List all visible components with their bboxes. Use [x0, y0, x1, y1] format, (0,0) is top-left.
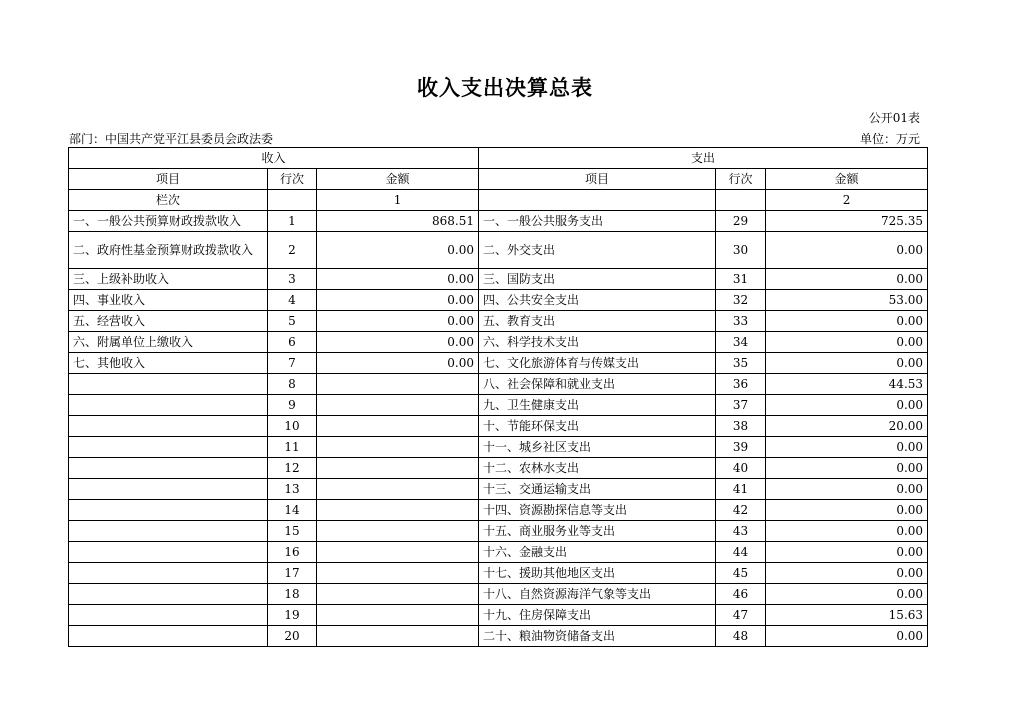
income-item-cell [69, 584, 268, 605]
income-amount-cell [317, 395, 479, 416]
expense-item-cell: 九、卫生健康支出 [479, 395, 716, 416]
income-row-no-cell: 2 [268, 232, 317, 269]
income-amount-cell [317, 416, 479, 437]
expense-amount-cell: 0.00 [766, 500, 928, 521]
table-row [69, 353, 928, 374]
table-row [69, 395, 928, 416]
expense-amount-cell: 0.00 [766, 437, 928, 458]
table-row [69, 374, 928, 395]
budget-summary-table [68, 147, 928, 647]
expense-item-cell: 十六、金融支出 [479, 542, 716, 563]
expense-item-cell: 八、社会保障和就业支出 [479, 374, 716, 395]
income-item-cell [69, 626, 268, 647]
expense-item-cell: 十七、援助其他地区支出 [479, 563, 716, 584]
expense-amount-cell: 0.00 [766, 311, 928, 332]
column-index-row [69, 190, 928, 211]
income-amount-cell [317, 584, 479, 605]
income-item-header: 项目 [69, 169, 268, 190]
income-row-no-cell: 15 [268, 521, 317, 542]
expense-amount-cell: 0.00 [766, 332, 928, 353]
expense-amount-cell: 44.53 [766, 374, 928, 395]
expense-amount-cell: 20.00 [766, 416, 928, 437]
income-item-cell: 四、事业收入 [69, 290, 268, 311]
expense-item-cell: 十五、商业服务业等支出 [479, 521, 716, 542]
income-amount-cell: 0.00 [317, 311, 479, 332]
income-item-cell [69, 605, 268, 626]
expense-item-cell: 二、外交支出 [479, 232, 716, 269]
income-amount-cell [317, 437, 479, 458]
page-title: 收入支出决算总表 [417, 75, 593, 100]
table-row [69, 232, 928, 269]
income-amount-cell: 0.00 [317, 232, 479, 269]
expense-amount-cell: 0.00 [766, 542, 928, 563]
income-row-no-cell: 14 [268, 500, 317, 521]
column-index-label: 栏次 [69, 190, 268, 211]
table-row [69, 269, 928, 290]
expense-item-cell: 十一、城乡社区支出 [479, 437, 716, 458]
income-amount-cell: 0.00 [317, 290, 479, 311]
income-amount-cell [317, 563, 479, 584]
expense-item-cell: 七、文化旅游体育与传媒支出 [479, 353, 716, 374]
expense-amount-cell: 0.00 [766, 521, 928, 542]
income-row-no-cell: 10 [268, 416, 317, 437]
income-item-cell: 二、政府性基金预算财政拨款收入 [69, 232, 268, 269]
income-item-cell: 六、附属单位上缴收入 [69, 332, 268, 353]
expense-item-cell: 十四、资源勘探信息等支出 [479, 500, 716, 521]
expense-amount-cell: 0.00 [766, 269, 928, 290]
income-item-cell [69, 500, 268, 521]
expense-item-header: 项目 [479, 169, 716, 190]
income-row-no-cell: 3 [268, 269, 317, 290]
income-amount-cell [317, 626, 479, 647]
income-amount-header: 金额 [317, 169, 479, 190]
income-row-no-cell: 8 [268, 374, 317, 395]
expense-section-header: 支出 [479, 148, 928, 169]
expense-item-cell: 十三、交通运输支出 [479, 479, 716, 500]
form-number: 公开01表 [868, 111, 920, 125]
expense-amount-cell: 0.00 [766, 353, 928, 374]
expense-row-no-cell: 37 [716, 395, 766, 416]
expense-row-no-cell: 31 [716, 269, 766, 290]
expense-column-index: 2 [766, 190, 928, 211]
income-item-cell [69, 437, 268, 458]
table-row [69, 626, 928, 647]
table-row [69, 563, 928, 584]
table-row [69, 479, 928, 500]
income-row-no-cell: 1 [268, 211, 317, 232]
income-row-no-cell: 16 [268, 542, 317, 563]
expense-row-no-cell: 35 [716, 353, 766, 374]
income-row-no-cell: 4 [268, 290, 317, 311]
income-item-cell [69, 416, 268, 437]
income-section-header: 收入 [69, 148, 479, 169]
column-index-empty [716, 190, 766, 211]
income-item-cell: 五、经营收入 [69, 311, 268, 332]
expense-item-cell: 一、一般公共服务支出 [479, 211, 716, 232]
table-row [69, 437, 928, 458]
income-item-cell [69, 374, 268, 395]
table-row [69, 416, 928, 437]
expense-row-no-cell: 36 [716, 374, 766, 395]
expense-row-no-cell: 30 [716, 232, 766, 269]
expense-item-cell: 十九、住房保障支出 [479, 605, 716, 626]
table-row [69, 500, 928, 521]
income-item-cell: 七、其他收入 [69, 353, 268, 374]
expense-item-cell: 十二、农林水支出 [479, 458, 716, 479]
column-header-row [69, 169, 928, 190]
income-amount-cell [317, 479, 479, 500]
income-item-cell [69, 542, 268, 563]
expense-row-no-cell: 47 [716, 605, 766, 626]
income-row-no-cell: 19 [268, 605, 317, 626]
expense-item-cell: 五、教育支出 [479, 311, 716, 332]
expense-amount-cell: 0.00 [766, 479, 928, 500]
expense-row-no-cell: 48 [716, 626, 766, 647]
column-index-empty [268, 190, 317, 211]
expense-row-no-cell: 40 [716, 458, 766, 479]
expense-item-cell: 四、公共安全支出 [479, 290, 716, 311]
table-row [69, 290, 928, 311]
income-amount-cell [317, 500, 479, 521]
expense-amount-header: 金额 [766, 169, 928, 190]
income-amount-cell: 0.00 [317, 269, 479, 290]
expense-row-no-header: 行次 [716, 169, 766, 190]
expense-row-no-cell: 43 [716, 521, 766, 542]
income-item-cell [69, 479, 268, 500]
table-row [69, 211, 928, 232]
table-row [69, 311, 928, 332]
expense-row-no-cell: 39 [716, 437, 766, 458]
income-row-no-cell: 6 [268, 332, 317, 353]
table-row [69, 332, 928, 353]
income-item-cell [69, 563, 268, 584]
income-amount-cell [317, 521, 479, 542]
income-amount-cell: 0.00 [317, 332, 479, 353]
table-row [69, 458, 928, 479]
expense-amount-cell: 0.00 [766, 584, 928, 605]
expense-row-no-cell: 38 [716, 416, 766, 437]
expense-row-no-cell: 33 [716, 311, 766, 332]
income-row-no-cell: 17 [268, 563, 317, 584]
income-row-no-cell: 18 [268, 584, 317, 605]
section-header-row [69, 148, 928, 169]
income-row-no-cell: 12 [268, 458, 317, 479]
income-amount-cell [317, 458, 479, 479]
expense-item-cell: 六、科学技术支出 [479, 332, 716, 353]
expense-item-cell: 三、国防支出 [479, 269, 716, 290]
expense-row-no-cell: 46 [716, 584, 766, 605]
income-row-no-cell: 13 [268, 479, 317, 500]
expense-row-no-cell: 34 [716, 332, 766, 353]
income-row-no-header: 行次 [268, 169, 317, 190]
expense-row-no-cell: 32 [716, 290, 766, 311]
expense-row-no-cell: 45 [716, 563, 766, 584]
expense-item-cell: 十、节能环保支出 [479, 416, 716, 437]
expense-item-cell: 二十、粮油物资储备支出 [479, 626, 716, 647]
expense-amount-cell: 15.63 [766, 605, 928, 626]
column-index-empty [479, 190, 716, 211]
income-amount-cell [317, 374, 479, 395]
income-item-cell [69, 458, 268, 479]
income-row-no-cell: 9 [268, 395, 317, 416]
expense-row-no-cell: 41 [716, 479, 766, 500]
income-row-no-cell: 7 [268, 353, 317, 374]
expense-amount-cell: 53.00 [766, 290, 928, 311]
table-row [69, 605, 928, 626]
income-amount-cell [317, 605, 479, 626]
expense-item-cell: 十八、自然资源海洋气象等支出 [479, 584, 716, 605]
expense-amount-cell: 0.00 [766, 232, 928, 269]
income-row-no-cell: 5 [268, 311, 317, 332]
expense-amount-cell: 0.00 [766, 626, 928, 647]
income-item-cell: 一、一般公共预算财政拨款收入 [69, 211, 268, 232]
expense-row-no-cell: 44 [716, 542, 766, 563]
expense-amount-cell: 0.00 [766, 458, 928, 479]
income-item-cell: 三、上级补助收入 [69, 269, 268, 290]
income-row-no-cell: 11 [268, 437, 317, 458]
table-row [69, 584, 928, 605]
table-row [69, 542, 928, 563]
expense-row-no-cell: 42 [716, 500, 766, 521]
income-column-index: 1 [317, 190, 479, 211]
expense-amount-cell: 725.35 [766, 211, 928, 232]
income-item-cell [69, 395, 268, 416]
expense-amount-cell: 0.00 [766, 395, 928, 416]
income-item-cell [69, 521, 268, 542]
expense-amount-cell: 0.00 [766, 563, 928, 584]
department-label: 部门：中国共产党平江县委员会政法委 [69, 132, 274, 146]
table-row [69, 521, 928, 542]
income-amount-cell: 0.00 [317, 353, 479, 374]
income-amount-cell [317, 542, 479, 563]
unit-label: 单位：万元 [859, 132, 920, 146]
expense-row-no-cell: 29 [716, 211, 766, 232]
income-row-no-cell: 20 [268, 626, 317, 647]
income-amount-cell: 868.51 [317, 211, 479, 232]
